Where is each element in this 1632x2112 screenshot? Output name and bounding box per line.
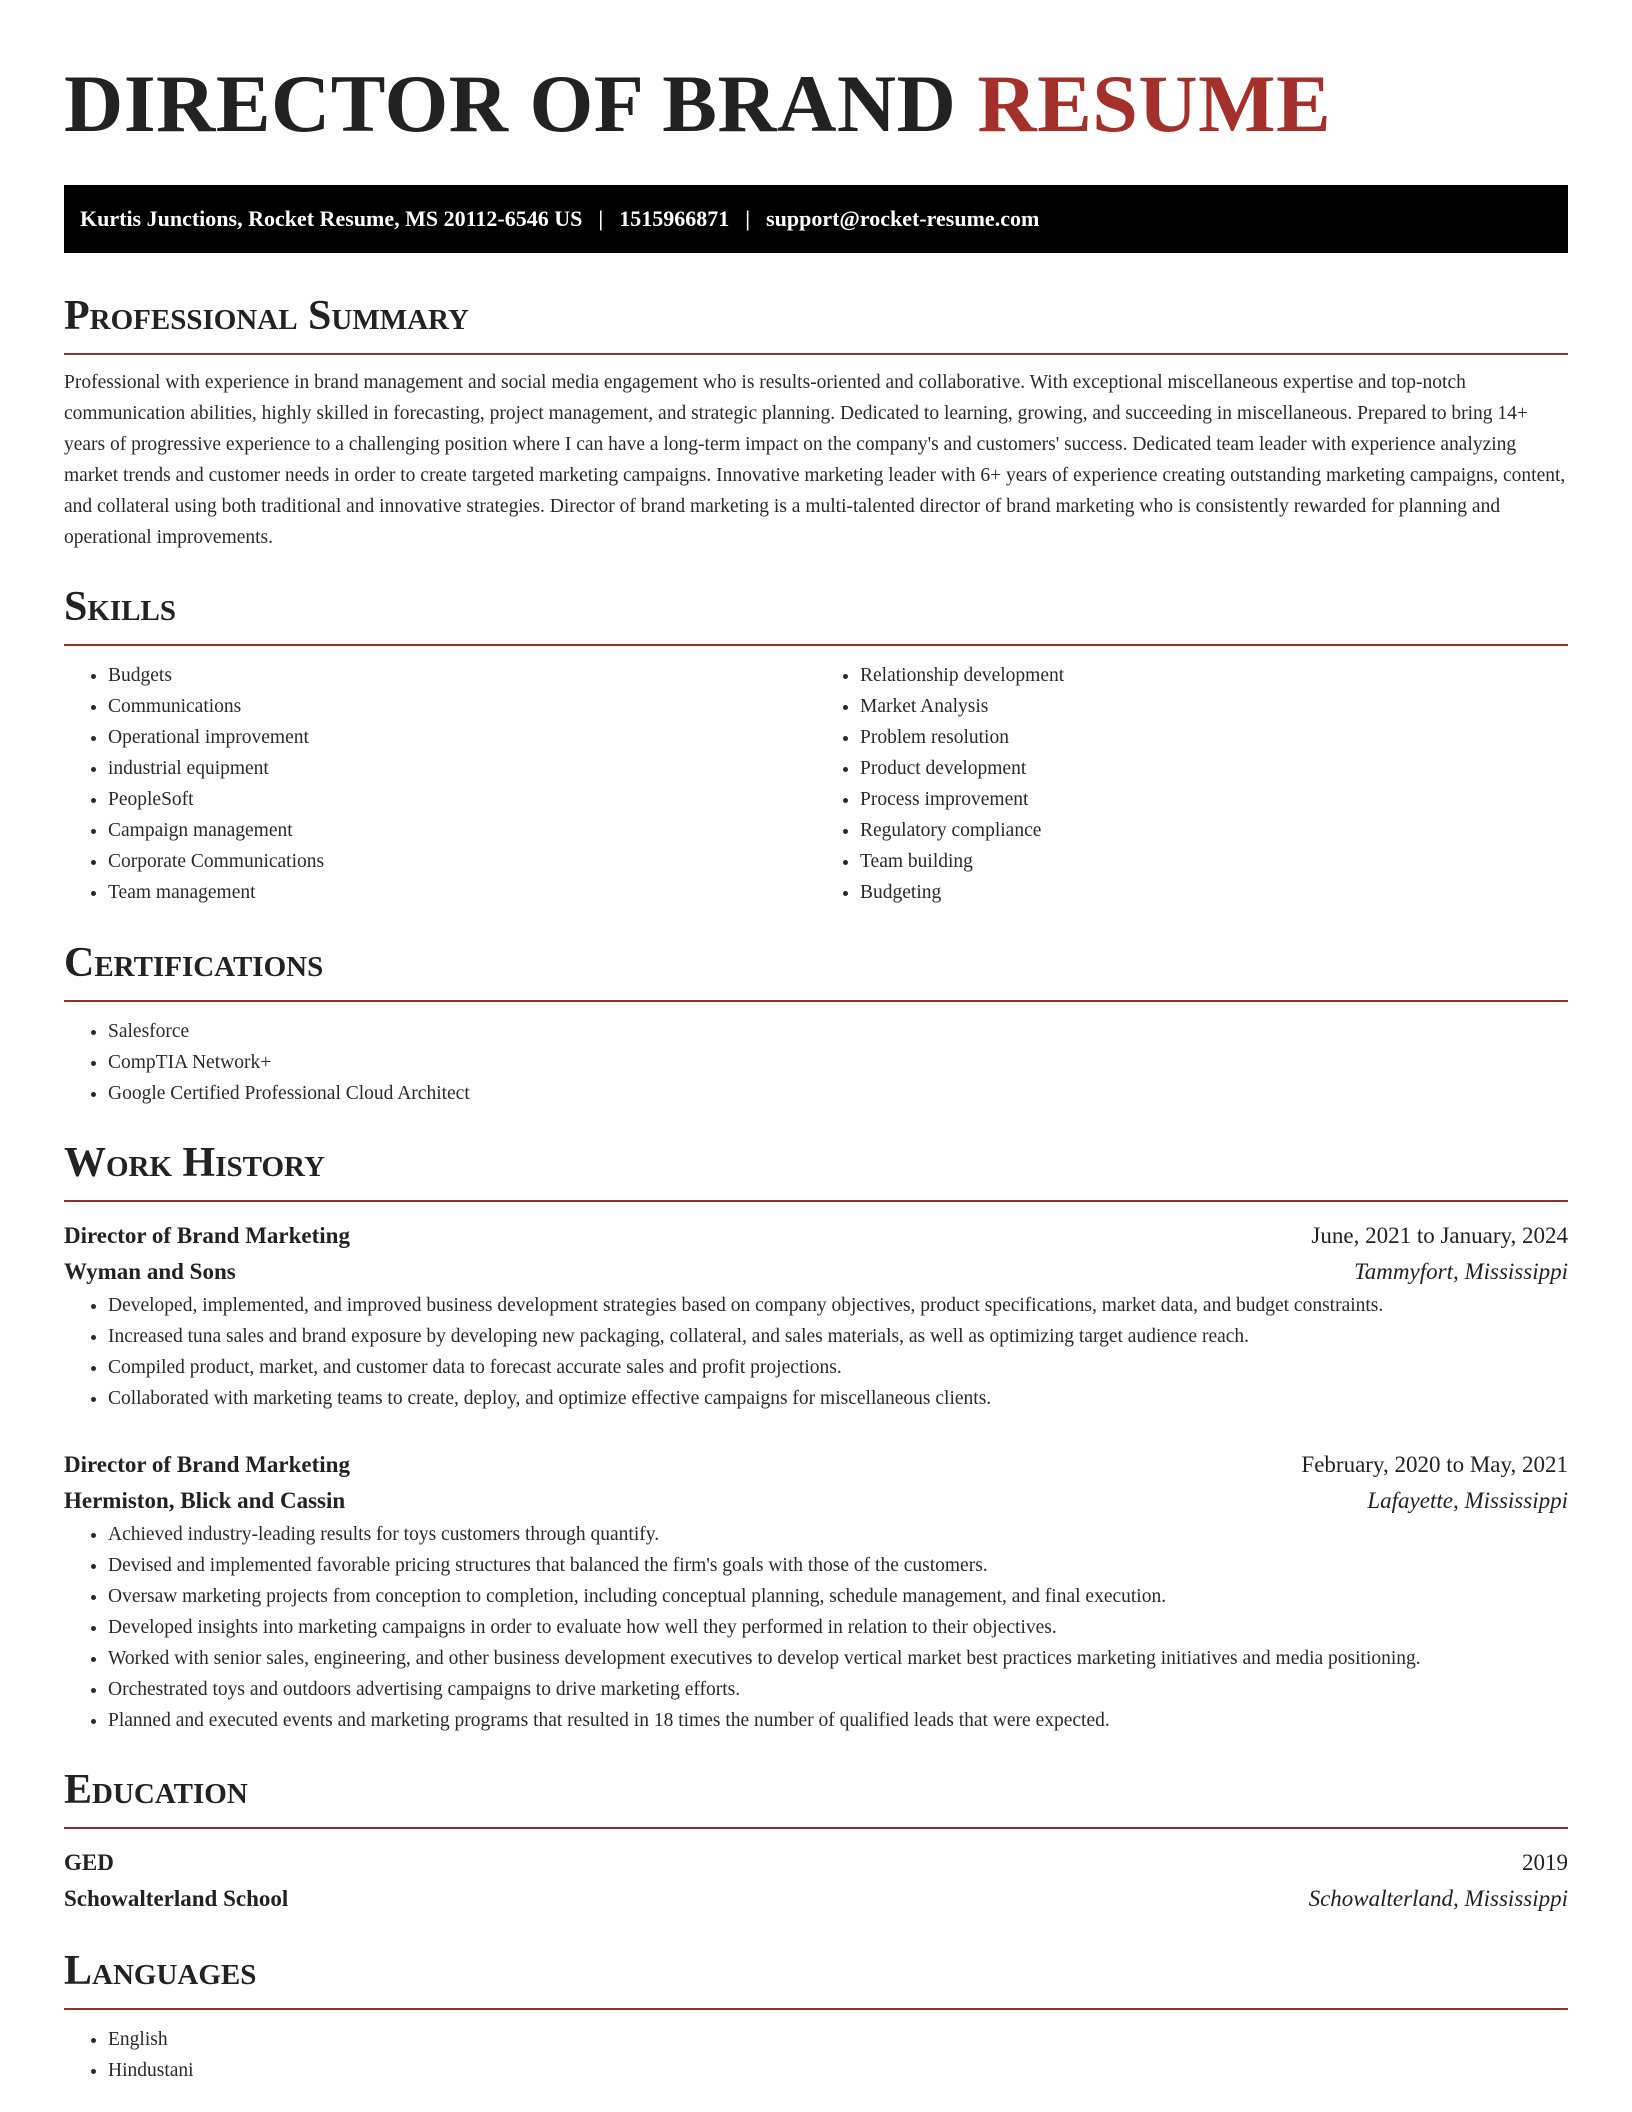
certifications-section — [64, 936, 1568, 1109]
job-bullet: • Orchestrated toys and outdoors advertising campaigns to drive marketing efforts. — [108, 1674, 1568, 1705]
job-company-row — [64, 1254, 1568, 1290]
certification-item: • Salesforce — [108, 1016, 1568, 1047]
skill-item: • Team management — [108, 877, 816, 908]
skill-item: • Team building — [860, 846, 1568, 877]
skill-item: • Budgeting — [860, 877, 1568, 908]
skills-section — [64, 580, 1568, 908]
skill-item: • Operational improvement — [108, 722, 816, 753]
skill-item: • Corporate Communications — [108, 846, 816, 877]
job-bullet: • Developed, implemented, and improved business development strategies based on company objectives, product specifications, market data, and budget constraints. — [108, 1290, 1568, 1321]
skill-item: • PeopleSoft — [108, 784, 816, 815]
job-bullets — [64, 1519, 1568, 1736]
section-title-languages: Languages — [64, 1948, 257, 1994]
job-location: Tammyfort, Mississippi — [1354, 1259, 1568, 1284]
job-title: Director of Brand Marketing — [64, 1452, 350, 1477]
education-section — [64, 1763, 1568, 1917]
job-header-row — [64, 1218, 1568, 1254]
contact-bar — [64, 185, 1568, 253]
languages-section — [64, 1944, 1568, 2086]
job-bullet: • Planned and executed events and marketing programs that resulted in 18 times the number of qualified leads that were expected. — [108, 1705, 1568, 1736]
contact-separator: | — [745, 206, 751, 231]
skill-item: • industrial equipment — [108, 753, 816, 784]
summary-section — [64, 289, 1568, 553]
title-main: DIRECTOR OF BRAND — [64, 58, 978, 149]
job-header-row — [64, 1447, 1568, 1483]
education-location: Schowalterland, Mississippi — [1308, 1886, 1568, 1911]
section-title-certifications: Certifications — [64, 940, 324, 986]
skill-item: • Budgets — [108, 660, 816, 691]
skill-item: • Process improvement — [860, 784, 1568, 815]
job-bullet: • Collaborated with marketing teams to create, deploy, and optimize effective campaigns for miscellaneous clients. — [108, 1383, 1568, 1414]
skills-grid — [64, 660, 1568, 908]
section-title-skills: Skills — [64, 584, 177, 630]
skill-item: • Communications — [108, 691, 816, 722]
contact-email: support@rocket-resume.com — [766, 206, 1040, 231]
education-entry — [64, 1845, 1568, 1917]
certification-item: • Google Certified Professional Cloud Architect — [108, 1078, 1568, 1109]
contact-phone: 1515966871 — [619, 206, 730, 231]
education-year: 2019 — [1522, 1850, 1568, 1875]
job-entry — [64, 1447, 1568, 1736]
skill-item: • Market Analysis — [860, 691, 1568, 722]
contact-separator: | — [598, 206, 604, 231]
skill-item: • Relationship development — [860, 660, 1568, 691]
job-dates: February, 2020 to May, 2021 — [1301, 1452, 1568, 1477]
section-title-summary: Professional Summary — [64, 293, 469, 339]
job-bullet: • Increased tuna sales and brand exposure by developing new packaging, collateral, and sales materials, as well as optimizing target audience reach. — [108, 1321, 1568, 1352]
education-school-row — [64, 1881, 1568, 1917]
education-degree: GED — [64, 1850, 114, 1875]
skill-item: • Product development — [860, 753, 1568, 784]
language-item: • English — [108, 2024, 1568, 2055]
page-title — [64, 0, 1568, 152]
skill-item: • Regulatory compliance — [860, 815, 1568, 846]
skills-left-list — [64, 660, 816, 908]
work-history-section — [64, 1136, 1568, 1736]
section-divider — [64, 1000, 1568, 1002]
job-company: Wyman and Sons — [64, 1259, 236, 1284]
job-company: Hermiston, Blick and Cassin — [64, 1488, 346, 1513]
skill-item: • Problem resolution — [860, 722, 1568, 753]
languages-list — [64, 2024, 1568, 2086]
language-item: • Hindustani — [108, 2055, 1568, 2086]
job-location: Lafayette, Mississippi — [1367, 1488, 1568, 1513]
certification-item: • CompTIA Network+ — [108, 1047, 1568, 1078]
title-accent: RESUME — [977, 58, 1332, 149]
section-divider — [64, 1827, 1568, 1829]
section-divider — [64, 2008, 1568, 2010]
skill-item: • Campaign management — [108, 815, 816, 846]
job-bullet: • Worked with senior sales, engineering, and other business development executives to develop vertical market best practices marketing initiatives and media positioning. — [108, 1643, 1568, 1674]
job-bullet: • Developed insights into marketing campaigns in order to evaluate how well they performed in relation to their objectives. — [108, 1612, 1568, 1643]
job-bullets — [64, 1290, 1568, 1414]
job-company-row — [64, 1483, 1568, 1519]
job-entry — [64, 1218, 1568, 1414]
job-bullet: • Devised and implemented favorable pricing structures that balanced the firm's goals with those of the customers. — [108, 1550, 1568, 1581]
job-bullet: • Compiled product, market, and customer data to forecast accurate sales and profit projections. — [108, 1352, 1568, 1383]
job-bullet: • Oversaw marketing projects from conception to completion, including conceptual planning, schedule management, and final execution. — [108, 1581, 1568, 1612]
skills-right-list — [816, 660, 1568, 908]
job-dates: June, 2021 to January, 2024 — [1311, 1223, 1568, 1248]
certifications-list — [64, 1016, 1568, 1109]
section-title-education: Education — [64, 1767, 248, 1813]
job-title: Director of Brand Marketing — [64, 1223, 350, 1248]
section-divider — [64, 644, 1568, 646]
contact-address: Kurtis Junctions, Rocket Resume, MS 20112-6546 US — [80, 206, 583, 231]
summary-text: Professional with experience in brand management and social media engagement who is results-oriented and collaborative. With exceptional miscellaneous expertise and top-notch communication abilities, highly skilled in forecasting, project management, and strategic planning. Dedicated to learning, growing, and succeeding in miscellaneous. Prepared to bring 14+ years of progressive experience to a challenging position where I can have a long-term impact on the company's and customers' success. Dedicated team leader with experience analyzing market trends and customer needs in order to create targeted marketing campaigns. Innovative marketing leader with 6+ years of experience creating outstanding marketing campaigns, content, and collateral using both traditional and innovative strategies. Director of brand marketing is a multi-talented director of brand marketing who is consistently rewarded for planning and operational improvements. — [64, 372, 1566, 548]
education-header-row — [64, 1845, 1568, 1881]
section-divider — [64, 353, 1568, 355]
education-school: Schowalterland School — [64, 1886, 289, 1911]
job-bullet: • Achieved industry-leading results for toys customers through quantify. — [108, 1519, 1568, 1550]
section-title-work-history: Work History — [64, 1140, 325, 1186]
section-divider — [64, 1200, 1568, 1202]
